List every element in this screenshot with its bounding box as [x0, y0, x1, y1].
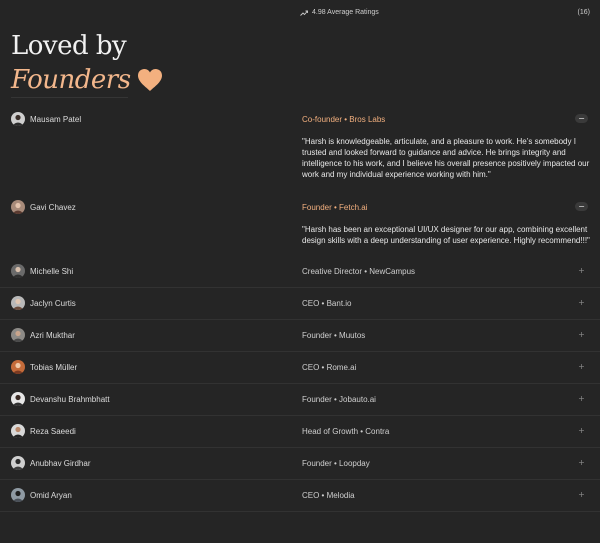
testimonial-role: Head of Growth • Contra	[302, 427, 390, 436]
testimonial-name: Anubhav Girdhar	[30, 459, 91, 468]
testimonial-name: Mausam Patel	[30, 115, 82, 124]
testimonial-role: CEO • Melodia	[302, 491, 355, 500]
testimonial-name: Tobias Müller	[30, 363, 78, 372]
collapse-button[interactable]: −	[575, 202, 588, 211]
trending-up-icon	[300, 10, 308, 16]
testimonial-row[interactable]	[0, 104, 600, 192]
collapse-button[interactable]: −	[575, 114, 588, 123]
testimonial-header[interactable]	[0, 384, 600, 415]
testimonial-header[interactable]	[0, 480, 600, 511]
testimonial-row[interactable]	[0, 448, 600, 480]
testimonial-name: Jaclyn Curtis	[30, 299, 76, 308]
expand-button[interactable]: +	[578, 362, 585, 371]
avatar	[11, 424, 25, 438]
testimonial-name: Devanshu Brahmbhatt	[30, 395, 110, 404]
testimonial-quote: "Harsh has been an exceptional UI/UX designer for our app, combining excellent design skills with a deep understanding of user experience. Highly recommend!!!"	[302, 225, 590, 245]
testimonial-header[interactable]	[0, 192, 600, 223]
testimonial-header[interactable]	[0, 448, 600, 479]
expand-button[interactable]: +	[578, 490, 585, 499]
testimonial-header[interactable]	[0, 256, 600, 287]
testimonial-name: Gavi Chavez	[30, 203, 76, 212]
expand-button[interactable]: +	[578, 394, 585, 403]
avatar	[11, 488, 25, 502]
testimonial-name: Michelle Shi	[30, 267, 74, 276]
avatar	[11, 392, 25, 406]
testimonial-quote: "Harsh is knowledgeable, articulate, and a pleasure to work. He’s somebody I trusted and looked forward to guidance and advice. He brings integrity and intelligence to his work, and I believe his overall presence positively impacted our work and my individual experience working with him."	[302, 137, 590, 179]
avatar	[11, 264, 25, 278]
heading-divider	[11, 97, 128, 98]
avatar	[11, 328, 25, 342]
testimonial-role: Founder • Jobauto.ai	[302, 395, 376, 404]
expand-button[interactable]: +	[578, 426, 585, 435]
ratings-summary	[300, 9, 379, 16]
testimonial-row[interactable]	[0, 288, 600, 320]
title-line-2	[11, 63, 163, 97]
testimonial-role: Co-founder • Bros Labs	[302, 115, 386, 124]
expand-button[interactable]: +	[578, 458, 585, 467]
title-line-2-text: Founders	[11, 65, 131, 96]
testimonial-role: Founder • Loopday	[302, 459, 370, 468]
testimonial-row[interactable]	[0, 192, 600, 256]
expand-button[interactable]: +	[578, 266, 585, 275]
avatar	[11, 360, 25, 374]
testimonial-role: Creative Director • NewCampus	[302, 267, 416, 276]
testimonial-row[interactable]	[0, 480, 600, 512]
expand-button[interactable]: +	[578, 330, 585, 339]
testimonial-role: Founder • Muutos	[302, 331, 366, 340]
avatar	[11, 456, 25, 470]
avatar	[11, 112, 25, 126]
testimonial-row[interactable]	[0, 352, 600, 384]
title-line-1: Loved by	[11, 31, 127, 62]
testimonial-name: Omid Aryan	[30, 491, 72, 500]
testimonial-role: Founder • Fetch.ai	[302, 203, 368, 212]
heart-icon	[137, 68, 163, 92]
ratings-text: 4.98 Average Ratings	[312, 9, 379, 16]
avatar	[11, 296, 25, 310]
page-title	[11, 29, 163, 97]
testimonial-row[interactable]	[0, 320, 600, 352]
testimonial-header[interactable]	[0, 352, 600, 383]
testimonial-header[interactable]	[0, 288, 600, 319]
testimonial-role: CEO • Rome.ai	[302, 363, 357, 372]
testimonial-name: Azri Mukthar	[30, 331, 75, 340]
testimonial-header[interactable]	[0, 320, 600, 351]
testimonial-list	[0, 104, 600, 512]
testimonial-row[interactable]	[0, 256, 600, 288]
expand-button[interactable]: +	[578, 298, 585, 307]
testimonial-header[interactable]	[0, 416, 600, 447]
avatar	[11, 200, 25, 214]
testimonial-row[interactable]	[0, 416, 600, 448]
ratings-count: (16)	[577, 9, 590, 16]
testimonial-role: CEO • Bant.io	[302, 299, 352, 308]
testimonial-row[interactable]	[0, 384, 600, 416]
testimonial-header[interactable]	[0, 104, 600, 135]
testimonial-name: Reza Saeedi	[30, 427, 76, 436]
